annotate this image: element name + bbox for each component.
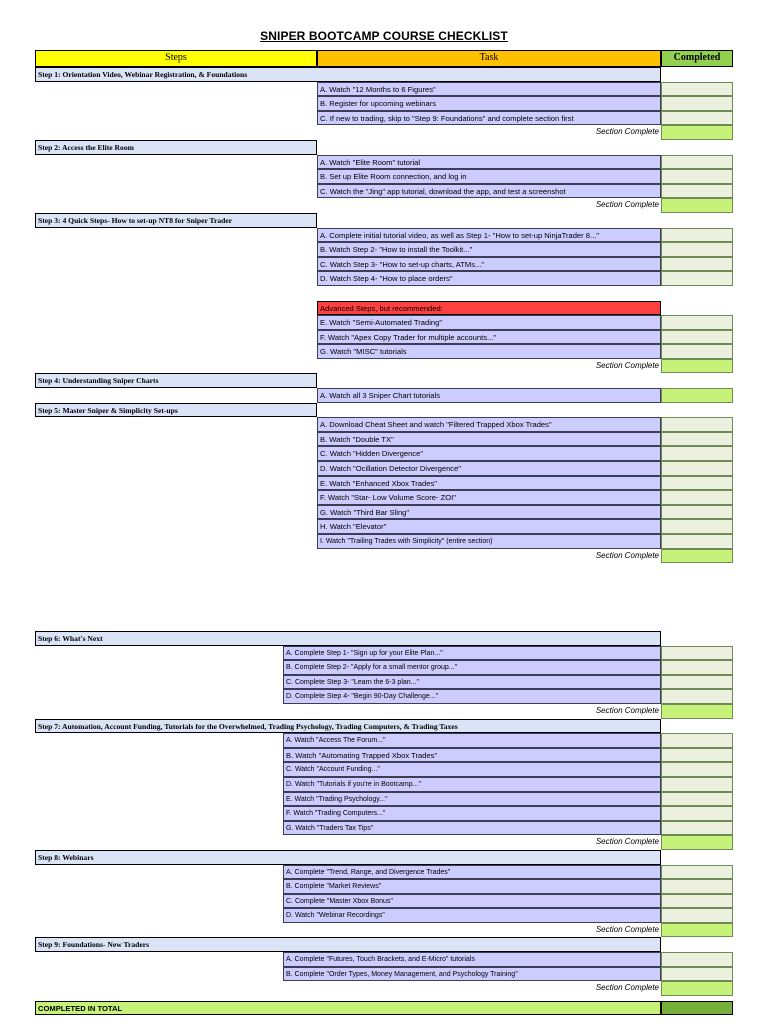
step-row — [35, 937, 733, 952]
completed-checkbox[interactable] — [661, 242, 733, 257]
completed-checkbox[interactable] — [661, 505, 733, 520]
section-complete-checkbox[interactable] — [661, 704, 733, 719]
task-row — [35, 660, 733, 675]
section-complete-label: Section Complete — [595, 550, 659, 560]
task-row — [35, 82, 733, 97]
section-complete-row — [35, 704, 733, 719]
step-title: Step 3: 4 Quick Steps- How to set-up NT8 for Sniper Trader — [35, 213, 317, 228]
completed-checkbox[interactable] — [661, 344, 733, 359]
completed-checkbox[interactable] — [661, 388, 733, 403]
completed-checkbox[interactable] — [661, 432, 733, 447]
task-label: A. Download Cheat Sheet and watch "Filtered Trapped Xbox Trades" — [317, 417, 661, 432]
task-row — [35, 505, 733, 520]
completed-checkbox[interactable] — [661, 534, 733, 549]
task-label: A. Complete Step 1- "Sign up for your Elite Plan..." — [283, 646, 661, 661]
completed-checkbox[interactable] — [661, 777, 733, 792]
task-label: D. Complete Step 4- "Begin 90-Day Challenge..." — [283, 689, 661, 704]
task-label: D. Watch "Tutorials if you're in Bootcamp..." — [283, 777, 661, 792]
checklist-sheet-continued — [35, 631, 733, 1015]
step-row — [35, 719, 733, 734]
task-row — [35, 762, 733, 777]
section-complete-checkbox[interactable] — [661, 198, 733, 213]
task-row — [35, 315, 733, 330]
completed-checkbox[interactable] — [661, 417, 733, 432]
step-row — [35, 140, 733, 155]
task-label: F. Watch "Apex Copy Trader for multiple accounts..." — [317, 330, 661, 345]
completed-checkbox[interactable] — [661, 330, 733, 345]
completed-checkbox[interactable] — [661, 806, 733, 821]
task-row — [35, 461, 733, 476]
task-label: G. Watch "Third Bar Sling" — [317, 505, 661, 520]
section-complete-row — [35, 359, 733, 374]
completed-checkbox[interactable] — [661, 490, 733, 505]
task-row — [35, 111, 733, 126]
task-row — [35, 432, 733, 447]
task-label: A. Complete initial tutorial video, as well as Step 1- "How to set-up NinjaTrader 8..." — [317, 228, 661, 243]
task-row — [35, 344, 733, 359]
completed-checkbox[interactable] — [661, 476, 733, 491]
task-label: C. Complete Step 3- "Learn the 6-3 plan..." — [283, 675, 661, 690]
task-label: B. Complete "Market Reviews" — [283, 879, 661, 894]
header-steps: Steps — [35, 50, 317, 67]
step-row — [35, 631, 733, 646]
section-complete-row — [35, 923, 733, 938]
task-row — [35, 879, 733, 894]
task-row — [35, 184, 733, 199]
completed-checkbox[interactable] — [661, 792, 733, 807]
task-label: B. Set up Elite Room connection, and log in — [317, 169, 661, 184]
section-complete-label: Section Complete — [595, 705, 659, 715]
step-title: Step 4: Understanding Sniper Charts — [35, 373, 317, 388]
completed-checkbox[interactable] — [661, 271, 733, 286]
task-label: D. Watch "Ocillation Detector Divergence" — [317, 461, 661, 476]
task-row — [35, 952, 733, 967]
section-complete-label: Section Complete — [595, 924, 659, 934]
section-complete-row — [35, 981, 733, 996]
step-row — [35, 67, 733, 82]
total-row — [35, 1001, 733, 1016]
completed-checkbox[interactable] — [661, 519, 733, 534]
task-row — [35, 446, 733, 461]
task-row — [35, 330, 733, 345]
completed-checkbox[interactable] — [661, 96, 733, 111]
completed-checkbox[interactable] — [661, 733, 733, 748]
task-row — [35, 865, 733, 880]
completed-checkbox[interactable] — [661, 446, 733, 461]
completed-checkbox[interactable] — [661, 908, 733, 923]
completed-checkbox[interactable] — [661, 111, 733, 126]
section-complete-row — [35, 198, 733, 213]
task-label: A. Watch "Elite Room" tutorial — [317, 155, 661, 170]
task-row — [35, 476, 733, 491]
task-row — [35, 821, 733, 836]
task-row — [35, 748, 733, 763]
task-label: B. Watch Step 2- "How to install the Toolkit..." — [317, 242, 661, 257]
checklist-sheet — [35, 50, 733, 563]
task-label: C. Complete "Master Xbox Bonus" — [283, 894, 661, 909]
task-row — [35, 519, 733, 534]
step-title: Step 2: Access the Elite Room — [35, 140, 317, 155]
completed-checkbox[interactable] — [661, 762, 733, 777]
task-label: B. Watch "Automating Trapped Xbox Trades" — [283, 748, 661, 763]
task-label: D. Watch "Webinar Recordings" — [283, 908, 661, 923]
completed-checkbox[interactable] — [661, 748, 733, 763]
task-row — [35, 792, 733, 807]
section-complete-checkbox[interactable] — [661, 835, 733, 850]
task-label: C. Watch "Hidden Divergence" — [317, 446, 661, 461]
task-label: F. Watch "Trading Computers..." — [283, 806, 661, 821]
spacer-row — [35, 286, 733, 301]
section-complete-label: Section Complete — [595, 127, 659, 137]
task-row — [35, 257, 733, 272]
advanced-row — [35, 301, 733, 316]
task-label: C. Watch the "Jing" app tutorial, download the app, and test a screenshot — [317, 184, 661, 199]
task-row — [35, 388, 733, 403]
step-row — [35, 403, 733, 418]
section-complete-checkbox[interactable] — [661, 981, 733, 996]
completed-checkbox[interactable] — [661, 821, 733, 836]
task-row — [35, 242, 733, 257]
task-row — [35, 689, 733, 704]
task-row — [35, 155, 733, 170]
task-label: C. Watch "Account Funding..." — [283, 762, 661, 777]
total-completed-cell[interactable] — [661, 1001, 733, 1016]
step-row — [35, 850, 733, 865]
task-row — [35, 96, 733, 111]
task-label: G. Watch "Traders Tax Tips" — [283, 821, 661, 836]
page-title: SNIPER BOOTCAMP COURSE CHECKLIST — [260, 29, 508, 43]
task-label: B. Complete "Order Types, Money Management, and Psychology Training" — [283, 967, 661, 982]
section-complete-checkbox[interactable] — [661, 923, 733, 938]
step-title: Step 5: Master Sniper & Simplicity Set-ups — [35, 403, 317, 418]
completed-checkbox[interactable] — [661, 646, 733, 661]
task-label: D. Watch Step 4- "How to place orders" — [317, 271, 661, 286]
completed-checkbox[interactable] — [661, 894, 733, 909]
step-row — [35, 213, 733, 228]
step-title: Step 9: Foundations- New Traders — [35, 937, 661, 952]
section-complete-checkbox[interactable] — [661, 125, 733, 140]
task-label: B. Complete Step 2- "Apply for a small mentor group..." — [283, 660, 661, 675]
section-complete-row — [35, 549, 733, 564]
task-row — [35, 806, 733, 821]
section-complete-label: Section Complete — [595, 837, 659, 847]
task-label: E. Watch "Enhanced Xbox Trades" — [317, 476, 661, 491]
task-label: C. If new to trading, skip to "Step 9: Foundations" and complete section first — [317, 111, 661, 126]
header-task: Task — [317, 50, 661, 67]
task-label: B. Watch "Double TX" — [317, 432, 661, 447]
section-complete-row — [35, 125, 733, 140]
completed-checkbox[interactable] — [661, 879, 733, 894]
task-label: I. Watch "Trailing Trades with Simplicity" (entire section) — [317, 534, 661, 549]
completed-checkbox[interactable] — [661, 315, 733, 330]
task-row — [35, 490, 733, 505]
task-label: A. Watch "12 Months to 6 Figures" — [317, 82, 661, 97]
completed-checkbox[interactable] — [661, 461, 733, 476]
task-label: H. Watch "Elevator" — [317, 519, 661, 534]
task-row — [35, 675, 733, 690]
header-row — [35, 50, 733, 67]
completed-checkbox[interactable] — [661, 967, 733, 982]
task-label: B. Register for upcoming webinars — [317, 96, 661, 111]
completed-checkbox[interactable] — [661, 675, 733, 690]
completed-checkbox[interactable] — [661, 155, 733, 170]
step-title: Step 7: Automation, Account Funding, Tutorials for the Overwhelmed, Trading Psychology, Trading Computers, & Trading Taxes — [35, 719, 661, 734]
completed-blank — [661, 67, 733, 82]
section-complete-checkbox[interactable] — [661, 359, 733, 374]
step-title: Step 8: Webinars — [35, 850, 661, 865]
completed-checkbox[interactable] — [661, 952, 733, 967]
task-row — [35, 534, 733, 549]
task-label: A. Complete "Trend, Range, and Divergence Trades" — [283, 865, 661, 880]
task-label: F. Watch "Star- Low Volume Score- ZOI" — [317, 490, 661, 505]
task-row — [35, 169, 733, 184]
completed-checkbox[interactable] — [661, 257, 733, 272]
completed-checkbox[interactable] — [661, 660, 733, 675]
completed-checkbox[interactable] — [661, 689, 733, 704]
completed-checkbox[interactable] — [661, 82, 733, 97]
task-label: A. Complete "Futures, Touch Brackets, and E-Micro" tutorials — [283, 952, 661, 967]
task-label: C. Watch Step 3- "How to set-up charts, ATMs..." — [317, 257, 661, 272]
task-row — [35, 908, 733, 923]
task-row — [35, 733, 733, 748]
step-row — [35, 373, 733, 388]
task-row — [35, 894, 733, 909]
completed-checkbox[interactable] — [661, 169, 733, 184]
section-complete-checkbox[interactable] — [661, 549, 733, 564]
task-label: A. Watch "Access The Forum..." — [283, 733, 661, 748]
advanced-label: Advanced Steps, but recommended: — [317, 301, 661, 316]
completed-checkbox[interactable] — [661, 184, 733, 199]
task-label: E. Watch "Trading Psychology..." — [283, 792, 661, 807]
header-completed: Completed — [661, 50, 733, 67]
task-row — [35, 417, 733, 432]
total-label: COMPLETED IN TOTAL — [35, 1001, 661, 1016]
section-complete-label: Section Complete — [595, 983, 659, 993]
task-label: G. Watch "MISC" tutorials — [317, 344, 661, 359]
step-title: Step 6: What's Next — [35, 631, 661, 646]
section-complete-label: Section Complete — [595, 200, 659, 210]
completed-checkbox[interactable] — [661, 865, 733, 880]
task-row — [35, 271, 733, 286]
step-title: Step 1: Orientation Video, Webinar Registration, & Foundations — [35, 67, 661, 82]
task-row — [35, 646, 733, 661]
section-complete-row — [35, 835, 733, 850]
task-row — [35, 228, 733, 243]
completed-checkbox[interactable] — [661, 228, 733, 243]
task-label: E. Watch "Semi-Automated Trading" — [317, 315, 661, 330]
task-row — [35, 967, 733, 982]
task-label: A. Watch all 3 Sniper Chart tutorials — [317, 388, 661, 403]
section-complete-label: Section Complete — [595, 360, 659, 370]
task-row — [35, 777, 733, 792]
